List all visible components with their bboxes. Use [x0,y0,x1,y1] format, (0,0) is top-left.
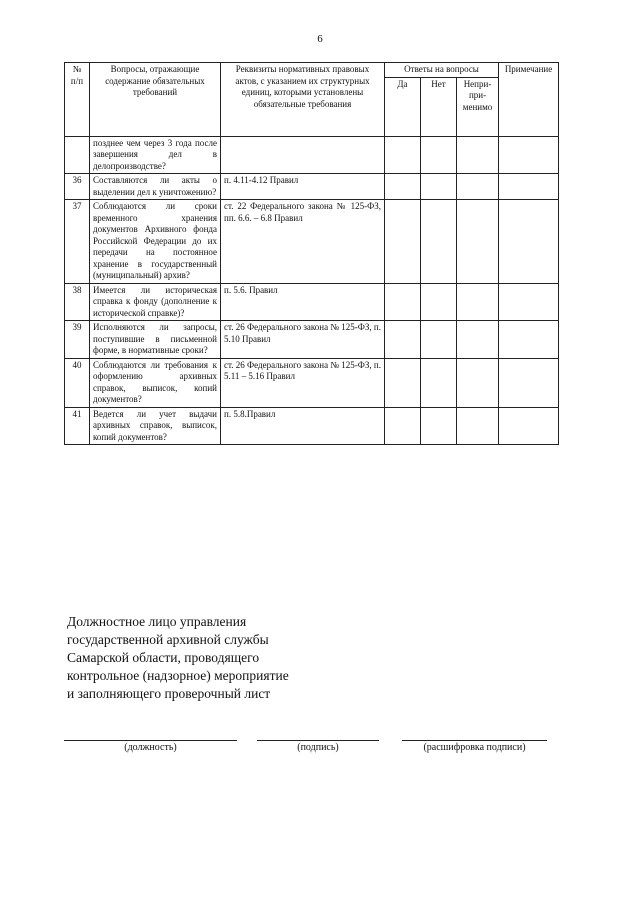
answer-yes-cell[interactable] [385,407,421,445]
note-cell[interactable] [499,321,559,359]
answer-na-cell[interactable] [457,200,499,284]
answer-yes-cell[interactable] [385,200,421,284]
note-cell[interactable] [499,358,559,407]
answer-no-cell[interactable] [421,136,457,174]
row-question: Ведется ли учет выдачи архивных справок, выписок, копий документов? [90,407,221,445]
answer-na-cell[interactable] [457,136,499,174]
row-question: Имеется ли историческая справка к фонду (дополнение к исторической справке)? [90,283,221,321]
note-cell[interactable] [499,200,559,284]
answer-no-cell[interactable] [421,200,457,284]
header-na: Неприприменимо [457,77,499,136]
signature-text-line: государственной архивной службы [67,632,269,647]
table-row [65,358,559,407]
signature-line[interactable] [257,740,379,741]
row-requisite: п. 5.8.Правил [221,407,385,445]
header-num: № п/п [65,63,90,137]
table-row [65,283,559,321]
header-yes: Да [385,77,421,136]
position-signature-line[interactable] [64,740,237,741]
answer-yes-cell[interactable] [385,358,421,407]
answer-na-cell[interactable] [457,358,499,407]
answer-no-cell[interactable] [421,174,457,200]
answer-na-cell[interactable] [457,407,499,445]
note-cell[interactable] [499,136,559,174]
decode-signature-line[interactable] [402,740,547,741]
answer-yes-cell[interactable] [385,136,421,174]
header-requisites: Реквизиты нормативных правовых актов, с указанием их структурных единиц, которыми установлены обязательные требования [221,63,385,137]
answer-no-cell[interactable] [421,407,457,445]
signature-text-line: контрольное (надзорное) мероприятие [67,668,289,683]
signature-text-line: и заполняющего проверочный лист [67,686,271,701]
row-question: позднее чем через 3 года после завершения дел в делопроизводстве? [90,136,221,174]
signature-text-line: Должностное лицо управления [67,614,247,629]
note-cell[interactable] [499,174,559,200]
note-cell[interactable] [499,283,559,321]
position-label: (должность) [124,742,177,753]
answer-no-cell[interactable] [421,283,457,321]
row-question: Составляются ли акты о выделении дел к уничтожению? [90,174,221,200]
table-row [65,407,559,445]
header-answers: Ответы на вопросы [385,63,499,78]
header-questions: Вопросы, отражающие содержание обязательных требований [90,63,221,137]
answer-yes-cell[interactable] [385,174,421,200]
row-question: Соблюдаются ли сроки временного хранения документов Архивного фонда Российской Федерации до их передачи на постоянное хранение в государственный (муниципальный) архив? [90,200,221,284]
answer-na-cell[interactable] [457,174,499,200]
row-requisite: ст. 26 Федерального закона № 125-ФЗ, п. 5.10 Правил [221,321,385,359]
row-number: 40 [65,358,90,407]
table-row [65,174,559,200]
signature-label: (подпись) [297,742,339,753]
row-requisite: п. 4.11-4.12 Правил [221,174,385,200]
row-number: 41 [65,407,90,445]
checklist-table [64,62,559,445]
signature-text-line: Самарской области, проводящего [67,650,260,665]
row-number: 39 [65,321,90,359]
row-requisite: ст. 22 Федерального закона № 125-ФЗ, пп. 6.6. – 6.8 Правил [221,200,385,284]
row-question: Соблюдаются ли требования к оформлению архивных справок, выписок, копий документов? [90,358,221,407]
row-number: 36 [65,174,90,200]
answer-no-cell[interactable] [421,358,457,407]
answer-yes-cell[interactable] [385,283,421,321]
header-no: Нет [421,77,457,136]
row-requisite: ст. 26 Федерального закона № 125-ФЗ, п. 5.11 – 5.16 Правил [221,358,385,407]
table-row [65,136,559,174]
row-number [65,136,90,174]
signature-block [67,613,289,703]
row-question: Исполняются ли запросы, поступившие в письменной форме, в нормативные сроки? [90,321,221,359]
row-number: 38 [65,283,90,321]
row-requisite [221,136,385,174]
row-number: 37 [65,200,90,284]
header-note: Примечание [499,63,559,137]
answer-no-cell[interactable] [421,321,457,359]
answer-yes-cell[interactable] [385,321,421,359]
page-number: 6 [317,33,323,45]
note-cell[interactable] [499,407,559,445]
table-row [65,200,559,284]
row-requisite: п. 5.6. Правил [221,283,385,321]
answer-na-cell[interactable] [457,283,499,321]
decode-label: (расшифровка подписи) [423,742,526,753]
header-row [65,63,559,78]
table-row [65,321,559,359]
answer-na-cell[interactable] [457,321,499,359]
